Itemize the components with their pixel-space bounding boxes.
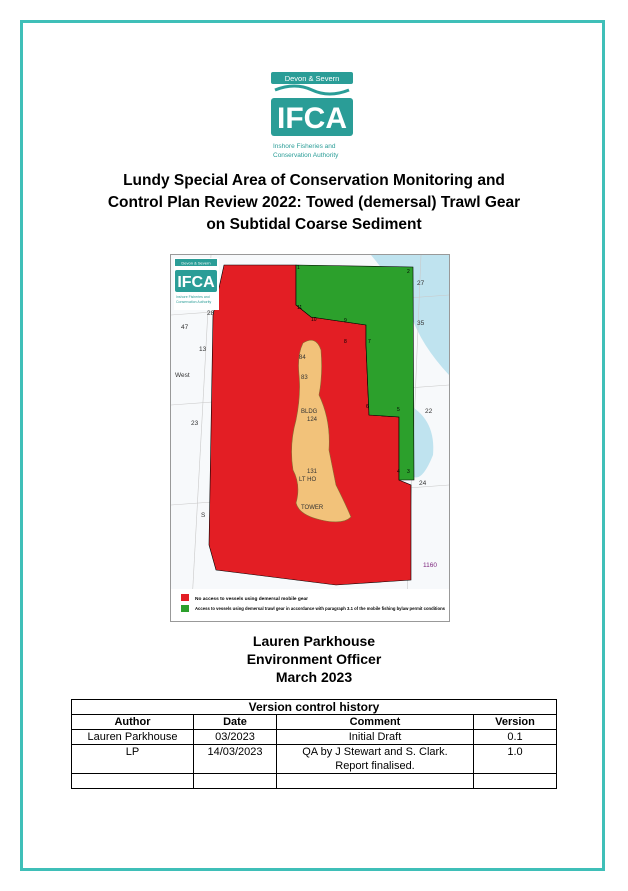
map-canvas: [171, 255, 449, 621]
label-27: 27: [417, 280, 425, 287]
label-24: 24: [419, 480, 427, 487]
map-logo-main-text: IFCA: [177, 274, 215, 291]
map-logo-sub1: Inshore Fisheries and: [176, 295, 210, 299]
author-role: Environment Officer: [246, 651, 382, 667]
logo-sub1: Inshore Fisheries and: [273, 143, 336, 150]
legend-text-green: Access to vessels using demersal trawl gear in accordance with paragraph 3.1 of the mobile fishing bylaw permit conditions: [195, 606, 446, 611]
cell-author: LP: [72, 745, 194, 774]
point-9: 9: [344, 318, 347, 324]
point-10: 10: [311, 317, 317, 323]
cell-author: Lauren Parkhouse: [72, 730, 194, 745]
table-header-row: [72, 715, 557, 730]
label-bldg: BLDG: [301, 409, 318, 415]
cell-date: 03/2023: [194, 730, 277, 745]
header-comment: Comment: [277, 715, 474, 730]
cell-version: 0.1: [474, 730, 557, 745]
cell-date: [194, 774, 277, 789]
table-row: [72, 774, 557, 789]
logo-main-text: IFCA: [277, 102, 347, 135]
label-83: 83: [301, 375, 308, 381]
label-35: 35: [417, 320, 425, 327]
point-7: 7: [368, 339, 371, 345]
label-124: 124: [307, 417, 318, 423]
comment-line-1: QA by J Stewart and S. Clark.: [302, 746, 448, 758]
table-title: Version control history: [72, 700, 557, 715]
legend-swatch-green: [181, 605, 189, 612]
point-6: 6: [366, 404, 369, 410]
table-row: [72, 745, 557, 774]
legend-swatch-red: [181, 594, 189, 601]
cell-comment: Initial Draft: [277, 730, 474, 745]
cell-date: 14/03/2023: [194, 745, 277, 774]
point-1: 1: [297, 265, 300, 271]
legend-text-red: No access to vessels using demersal mobile gear: [195, 597, 309, 602]
legend-bg: [171, 589, 449, 621]
label-1160: 1160: [423, 562, 437, 569]
cell-version: [474, 774, 557, 789]
document-title: [40, 170, 588, 236]
logo-sub2: Conservation Authority: [273, 152, 339, 159]
cell-version: 1.0: [474, 745, 557, 774]
version-control-table: [71, 699, 557, 789]
label-tower: TOWER: [301, 505, 324, 511]
point-2: 2: [407, 269, 410, 275]
point-4: 4: [397, 469, 400, 475]
ifca-logo: [267, 72, 357, 172]
label-131: 131: [307, 469, 318, 475]
label-23: 23: [191, 420, 199, 427]
author-block: [40, 632, 588, 686]
author-name: Lauren Parkhouse: [252, 633, 376, 649]
title-line-2: Control Plan Review 2022: Towed (demersal) Trawl Gear: [107, 194, 521, 211]
label-28: 28: [207, 310, 215, 317]
point-5: 5: [397, 407, 400, 413]
map-logo-top-text: Devon & Severn: [181, 260, 211, 266]
lundy-map: [170, 254, 450, 622]
header-author: Author: [72, 715, 194, 730]
table-title-row: [72, 700, 557, 715]
label-13: 13: [199, 346, 207, 353]
author-date: March 2023: [275, 669, 353, 685]
comment-line-2: Report finalised.: [335, 760, 415, 772]
table-row: [72, 730, 557, 745]
map-logo-sub2: Conservation Authority: [176, 300, 212, 304]
logo-top-text: Devon & Severn: [284, 74, 340, 83]
cell-author: [72, 774, 194, 789]
point-3: 3: [407, 469, 410, 475]
cell-comment: [277, 745, 474, 774]
cell-comment: [277, 774, 474, 789]
label-47: 47: [181, 324, 189, 331]
title-line-3: on Subtidal Coarse Sediment: [206, 216, 422, 233]
point-11: 11: [297, 305, 303, 311]
header-version: Version: [474, 715, 557, 730]
logo-wave: [275, 86, 349, 94]
label-84: 84: [299, 355, 306, 361]
point-8: 8: [344, 339, 347, 345]
label-s: S: [201, 512, 206, 519]
title-line-1: Lundy Special Area of Conservation Monitoring and: [123, 172, 505, 189]
label-lt-ho: LT HO: [299, 477, 317, 483]
label-west: West: [175, 372, 190, 379]
header-date: Date: [194, 715, 277, 730]
label-22: 22: [425, 408, 433, 415]
